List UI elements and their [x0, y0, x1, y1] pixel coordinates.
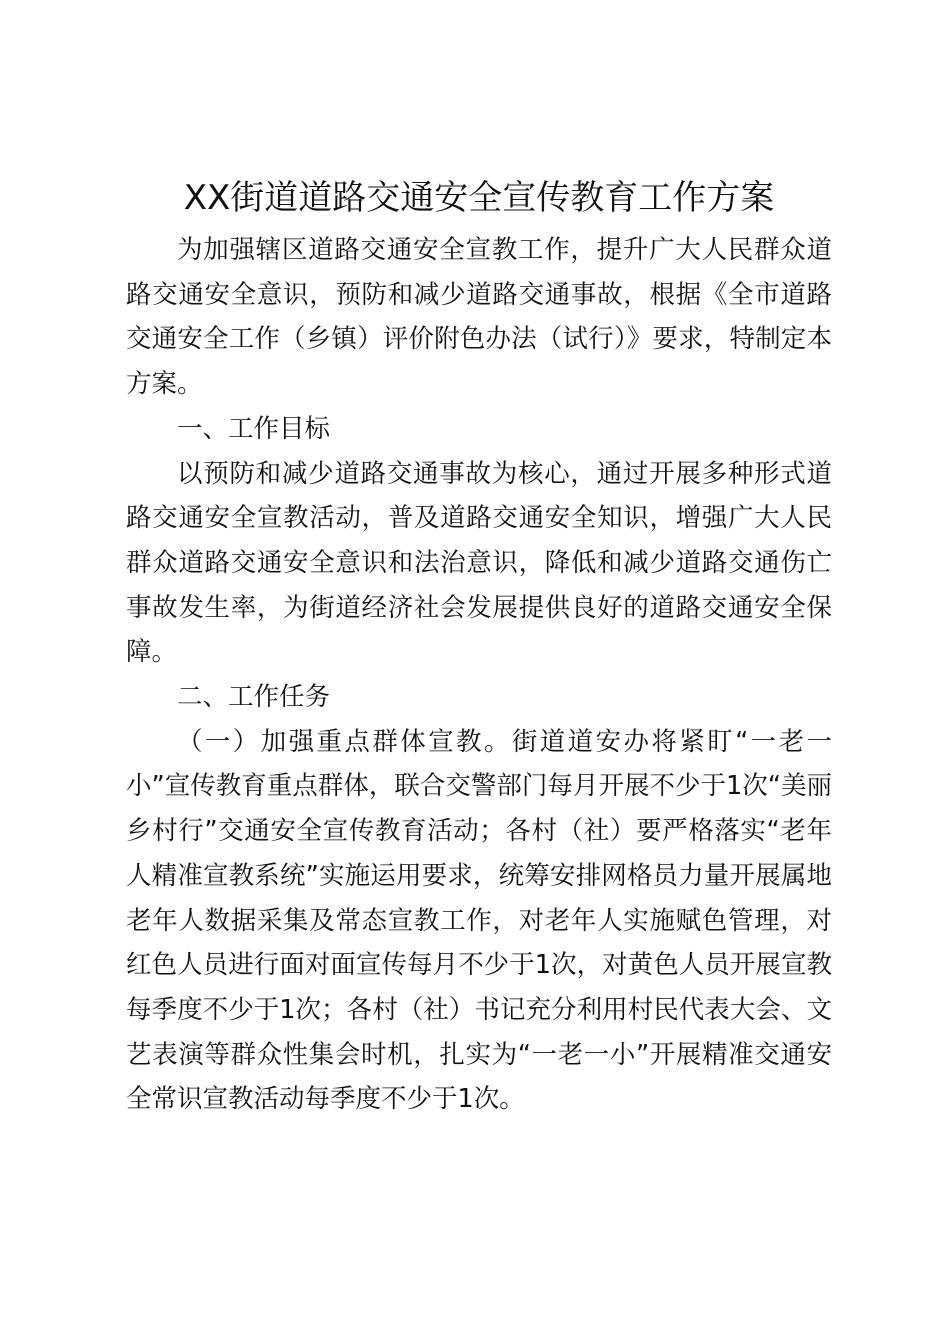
task-item-1-paragraph: （一）加强重点群体宣教。街道道安办将紧盯“一老一小”宣传教育重点群体，联合交警部门每月开展不少于1次“美丽乡村行”交通安全宣传教育活动；各村（社）要严格落实“老年人精准宣教系统”实施运用要求，统筹安排网格员力量开展属地老年人数据采集及常态宣教工作，对老年人实施赋色管理，对红色人员进行面对面宣传每月不少于1次，对黄色人员开展宣教每季度不少于1次；各村（社）书记充分利用村民代表大会、文艺表演等群众性集会时机，扎实为“一老一小”开展精准交通安全常识宣教活动每季度不少于1次。 [126, 726, 832, 1115]
intro-paragraph: 为加强辖区道路交通安全宣教工作，提升广大人民群众道路交通安全意识，预防和减少道路交通事故，根据《全市道路交通安全工作（乡镇）评价附色办法（试行）》要求，特制定本方案。 [126, 235, 832, 400]
section-heading-goals: 一、工作目标 [177, 413, 331, 444]
document-body [126, 168, 832, 1122]
section-heading-tasks: 二、工作任务 [177, 682, 331, 713]
document-title: XX街道道路交通安全宣传教育工作方案 [183, 178, 775, 218]
goals-paragraph: 以预防和减少道路交通事故为核心，通过开展多种形式道路交通安全宣教活动，普及道路交通安全知识，增强广大人民群众道路交通安全意识和法治意识，降低和减少道路交通伤亡事故发生率，为街道经济社会发展提供良好的道路交通安全保障。 [126, 458, 832, 668]
